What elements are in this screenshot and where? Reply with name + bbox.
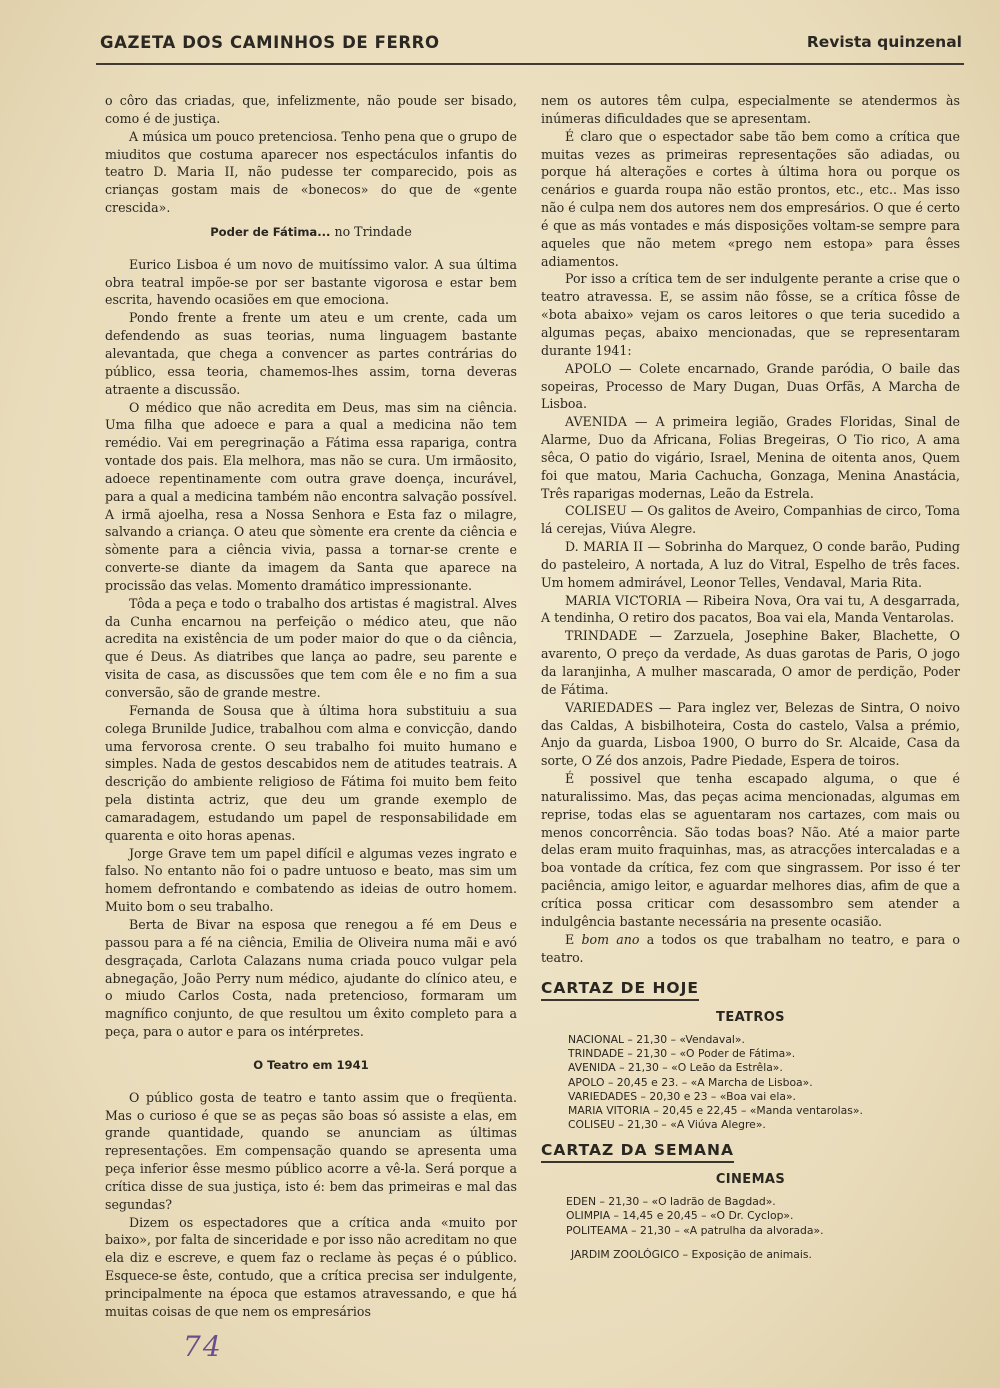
paragraph: o côro das criadas, que, infelizmente, não poude ser bisado, como é de justiça. (105, 93, 517, 126)
listing-line: VARIEDADES – 20,30 e 23 – «Boa vai ela». (568, 1089, 796, 1103)
paragraph: O público gosta de teatro e tanto assim que o freqüenta. Mas o curioso é que se as peças são boas só assiste a elas, em grande quantidade, quando se anunciam as últimas representações. Em compensação quando se apresenta uma peça inferior êsse mesmo público acorre a vê-la. Será porque a crítica disse de sua justiça, isto é: bem das primeiras e mal das segundas? (105, 1089, 517, 1212)
closing-text-start: E (565, 931, 582, 947)
listing-line: APOLO – 20,45 e 23. – «A Marcha de Lisboa». (568, 1075, 813, 1089)
plays-entry: TRINDADE — Zarzuela, Josephine Baker, Blachette, O avarento, O preço da verdade, As duas garotas de Paris, O jogo da laranjinha, A mulher mascarada, O amor de perdição, Poder de Fátima. (541, 628, 960, 697)
plays-entry: VARIEDADES — Para inglez ver, Belezas de Sintra, O noivo das Caldas, A bisbilhoteira, Costa do castelo, Valsa a prémio, Anjo da guarda, Lisboa 1900, O burro do Sr. Alcaide, Casa da sorte, O Zé dos anzois, Padre Piedade, Espera de toiros. (541, 699, 960, 769)
header-rule (96, 63, 964, 65)
cinemas-label: CINEMAS (715, 1172, 786, 1188)
journal-subtitle: Revista quinzenal (806, 33, 962, 51)
plays-entry: APOLO — Colete encarnado, Grande paródia, O baile das sopeiras, Processo de Mary Dugan, Duas Orfãs, A Marcha de Lisboa. (541, 360, 960, 412)
paragraph: É claro que o espectador sabe tão bem como a crítica que muitas vezes as primeiras representações são adiadas, ou porque há alterações e cortes à última hora ou porque os cenários e guarda roupa não estão prontos, etc., etc.. Mas isso não é culpa nem dos autores nem dos empresários. O que é certo é que as más vontades e más disposições voltam-se sempre para aqueles que não metem «prego nem estopa» para êsses adiamentos. (541, 128, 960, 269)
closing-text-rest: a todos os que trabalham no teatro, e para o teatro. (541, 931, 960, 965)
page-number: 74 (183, 1330, 223, 1363)
listing-line: NACIONAL – 21,30 – «Vendaval». (568, 1033, 745, 1047)
paragraph: Eurico Lisboa é um novo de muitíssimo valor. A sua última obra teatral impõe-se por ser bastante vigorosa e estar bem escrita, havendo ocasiões em que emociona. (105, 256, 517, 308)
listing-line: TRINDADE – 21,30 – «O Poder de Fátima». (568, 1047, 796, 1061)
left-column (105, 92, 517, 1321)
section-heading-teatro-1941: O Teatro em 1941 (253, 1057, 369, 1072)
listing-line: POLITEAMA – 21,30 – «A patrulha da alvorada». (566, 1223, 824, 1237)
plays-list (541, 360, 960, 770)
section-heading-poder-de-fatima (105, 223, 517, 242)
teatros-label: TEATROS (716, 1010, 785, 1026)
paragraph: Berta de Bivar na esposa que renegou a fé em Deus e passou para a fé na ciência, Emilia de Oliveira numa mãi e avó desgraçada, Carlota Calazans numa criada pouco vulgar pela abnegação, João Perry num médico, ajudante do clínico ateu, e o miudo Carlos Costa, nada pretencioso, formaram um magnífico conjunto, de que resultou um êxito completo para a peça, para o autor e para os intérpretes. (105, 916, 517, 1040)
paragraph: Dizem os espectadores que a crítica anda «muito por baixo», por falta de sinceridade e por isso não acreditam no que ela diz e escreve, e quem faz o reclame às peças é o público. Esquece-se êste, contudo, que a crítica precisa ser indulgente, principalmente na época que estamos atravessando, e que há muitas coisas de que nem os empresários (105, 1214, 517, 1319)
listing-line: OLIMPIA – 14,45 e 20,45 – «O Dr. Cyclop». (566, 1209, 794, 1223)
plays-entry: MARIA VICTORIA — Ribeira Nova, Ora vai tu, A desgarrada, A tendinha, O retiro dos pacatos, Boa vai ela, Manda Ventarolas. (541, 592, 960, 626)
listing-line-zoo: JARDIM ZOOLÓGICO – Exposição de animais. (571, 1247, 812, 1261)
paragraph: Pondo frente a frente um ateu e um crente, cada um defendendo as suas teorias, numa linguagem bastante alevantada, que chega a convencer as partes contrárias do público, essa teoria, chamemos-lhes assim, torna deveras atraente a discussão. (105, 310, 517, 397)
plays-entry: AVENIDA — A primeira legião, Grades Floridas, Sinal de Alarme, Duo da Africana, Folias Bregeiras, O Tio rico, A ama sêca, O patio do vigário, Israel, Menina de oitenta anos, Quem foi que matou, Maria Cachucha, Gonzaga, Menina Anastácia, Três raparigas modernas, Leão da Estrela. (541, 414, 960, 501)
paragraph: É possivel que tenha escapado alguma, o que é naturalissimo. Mas, das peças acima mencionadas, algumas em reprise, todas elas se aguentaram nos cartazes, com mais ou menos concorrência. São todas boas? Não. Até a maior parte delas eram muito fraquinhas, mas, as atracções intercaladas e a boa vontade da crítica, fez com que singrassem. Por isso é ter paciência, amigo leitor, e aguardar melhores dias, afim de que a crítica possa criticar com desassombro sem atender a indulgência bastante necessária na presente ocasião. (541, 771, 960, 929)
listing-line: EDEN – 21,30 – «O ladrão de Bagdad». (566, 1195, 776, 1209)
paragraph: Jorge Grave tem um papel difícil e algumas vezes ingrato e falso. No entanto não foi o padre untuoso e beato, mas sim um homem defrontando e combatendo as ideias de outro homem. Muito bom o seu trabalho. (105, 845, 517, 915)
paragraph: nem os autores têm culpa, especialmente se atendermos às inúmeras dificuldades que se apresentam. (541, 93, 960, 126)
cartaz-semana-title: CARTAZ DA SEMANA (541, 1142, 734, 1163)
cartaz-hoje-title: CARTAZ DE HOJE (541, 980, 699, 1001)
listing-line: COLISEU – 21,30 – «A Viúva Alegre». (568, 1118, 766, 1132)
teatros-listing (541, 1033, 960, 1132)
closing-text-emphasis: bom ano (581, 931, 640, 947)
page-header (100, 33, 962, 59)
plays-entry: COLISEU — Os galitos de Aveiro, Companhias de circo, Toma lá cerejas, Viúva Alegre. (541, 503, 960, 537)
section-heading-bold: Poder de Fátima... (210, 224, 331, 239)
plays-entry: D. MARIA II — Sobrinha do Marquez, O conde barão, Puding do pasteleiro, A nortada, A luz do Vitral, Espelho de três faces. Um homem admirável, Leonor Telles, Vendaval, Maria Rita. (541, 539, 960, 590)
listing-line: AVENIDA – 21,30 – «O Leão da Estrêla». (568, 1061, 783, 1075)
paragraph: O médico que não acredita em Deus, mas sim na ciência. Uma filha que adoece e para a qual a medicina não tem remédio. Vai em peregrinação a Fátima essa rapariga, contra vontade dos pais. Ela melhora, mas não se cura. Um irmãosito, adoece repentinamente com outra grave doença, incurável, para a qual a medicina também não encontra salvação possível. A irmã ajoelha, resa a Nossa Senhora e Esta faz o milagre, salvando a criança. O ateu que sòmente era crente da ciência e sòmente para a ciência vivia, passa a tornar-se crente e converte-se diante da imagem da Santa que aparece na procissão das velas. Momento dramático impressionante. (105, 399, 517, 593)
paragraph: Por isso a crítica tem de ser indulgente perante a crise que o teatro atravessa. E, se assim não fôsse, se a crítica fôsse de «bota abaixo» vejam os caros leitores o que teria sucedido a algumas peças, abaixo mencionadas, que se representaram durante 1941: (541, 271, 960, 358)
paragraph: Fernanda de Sousa que à última hora substituiu a sua colega Brunilde Judice, trabalhou com alma e convicção, dando uma fervorosa crente. O seu trabalho foi muito humano e simples. Nada de gestos descabidos nem de atitudes teatrais. A descrição do ambiente religioso de Fátima foi muito bem feito pela distinta actriz, que deu um grande exemplo de camaradagem, estudando um papel de responsabilidade em quarenta e oito horas apenas. (105, 702, 517, 843)
paragraph: A música um pouco pretenciosa. Tenho pena que o grupo de miuditos que costuma aparecer nos espectáculos infantis do teatro D. Maria II, não pudesse ter comparecido, pois as crianças gostam mais de «bonecos» do que de «gente crescida». (105, 128, 517, 216)
paragraph: Tôda a peça e todo o trabalho dos artistas é magistral. Alves da Cunha encarnou na perfeição o médico ateu, que não acredita na existência de um poder maior do que o da ciência, que é Deus. As diatribes que lança ao padre, seu parente e visita de casa, as discussões que tem com êle e no fim a sua conversão, são de grande mestre. (105, 595, 517, 700)
paragraph-closing (541, 931, 960, 967)
journal-title: GAZETA DOS CAMINHOS DE FERRO (100, 33, 440, 52)
cinemas-listing (541, 1195, 960, 1262)
right-column (541, 92, 960, 1262)
listing-line: MARIA VITORIA – 20,45 e 22,45 – «Manda ventarolas». (568, 1104, 863, 1118)
section-heading-rest: no Trindade (330, 223, 412, 239)
